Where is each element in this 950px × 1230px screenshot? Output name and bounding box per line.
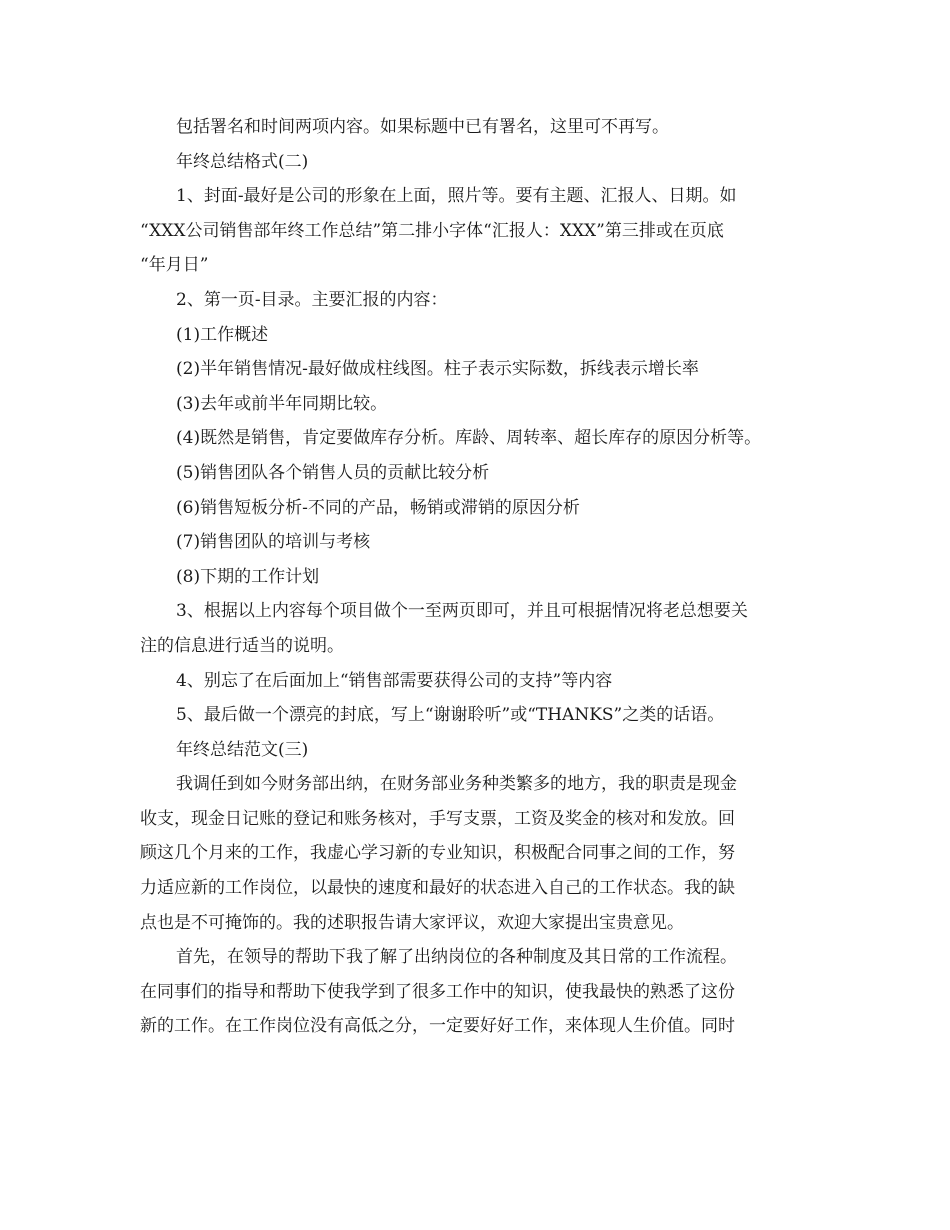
list-item: (6)销售短板分析-不同的产品，畅销或滞销的原因分析 (176, 497, 580, 518)
list-item: (3)去年或前半年同期比较。 (176, 393, 388, 414)
text-line: 注的信息进行适当的说明。 (140, 635, 344, 656)
text-line: 3、根据以上内容每个项目做个一至两页即可，并且可根据情况将老总想要关 (176, 601, 748, 622)
list-item: (5)销售团队各个销售人员的贡献比较分析 (176, 462, 490, 483)
text-line: 2、第一页-目录。主要汇报的内容： (176, 289, 448, 310)
text-line: “年月日” (140, 255, 209, 276)
text-line: 包括署名和时间两项内容。如果标题中已有署名，这里可不再写。 (176, 117, 669, 137)
text-line: 首先，在领导的帮助下我了解了出纳岗位的各种制度及其日常的工作流程。 (176, 947, 737, 968)
text-line: “XXX公司销售部年终工作总结”第二排小字体“汇报人：XXX”第三排或在页底 (140, 220, 724, 241)
section-heading: 年终总结格式(二) (176, 151, 309, 172)
text-line: 顾这几个月来的工作，我虚心学习新的专业知识，积极配合同事之间的工作，努 (140, 843, 735, 864)
document-body (140, 110, 820, 1044)
list-item: (8)下期的工作计划 (176, 566, 320, 587)
list-item: (7)销售团队的培训与考核 (176, 532, 371, 553)
list-item: (2)半年销售情况-最好做成柱线图。柱子表示实际数，拆线表示增长率 (176, 359, 699, 380)
list-item: (4)既然是销售，肯定要做库存分析。库龄、周转率、超长库存的原因分析等。 (176, 428, 762, 449)
text-line: 点也是不可掩饰的。我的述职报告请大家评议，欢迎大家提出宝贵意见。 (140, 912, 684, 933)
text-line: 在同事们的指导和帮助下使我学到了很多工作中的知识，使我最快的熟悉了这份 (140, 981, 735, 1002)
text-line: 新的工作。在工作岗位没有高低之分，一定要好好工作，来体现人生价值。同时 (140, 1016, 735, 1037)
text-line: 5、最后做一个漂亮的封底，写上“谢谢聆听”或“THANKS”之类的话语。 (176, 705, 725, 726)
text-line: 1、封面-最好是公司的形象在上面，照片等。要有主题、汇报人、日期。如 (176, 186, 737, 207)
text-line: 力适应新的工作岗位，以最快的速度和最好的状态进入自己的工作状态。我的缺 (140, 878, 735, 899)
list-item: (1)工作概述 (176, 324, 269, 345)
text-line: 收支，现金日记账的登记和账务核对，手写支票，工资及奖金的核对和发放。回 (140, 808, 735, 829)
text-line: 我调任到如今财务部出纳，在财务部业务种类繁多的地方，我的职责是现金 (176, 774, 737, 795)
section-heading: 年终总结范文(三) (176, 739, 309, 760)
text-line: 4、别忘了在后面加上“销售部需要获得公司的支持”等内容 (176, 670, 613, 691)
